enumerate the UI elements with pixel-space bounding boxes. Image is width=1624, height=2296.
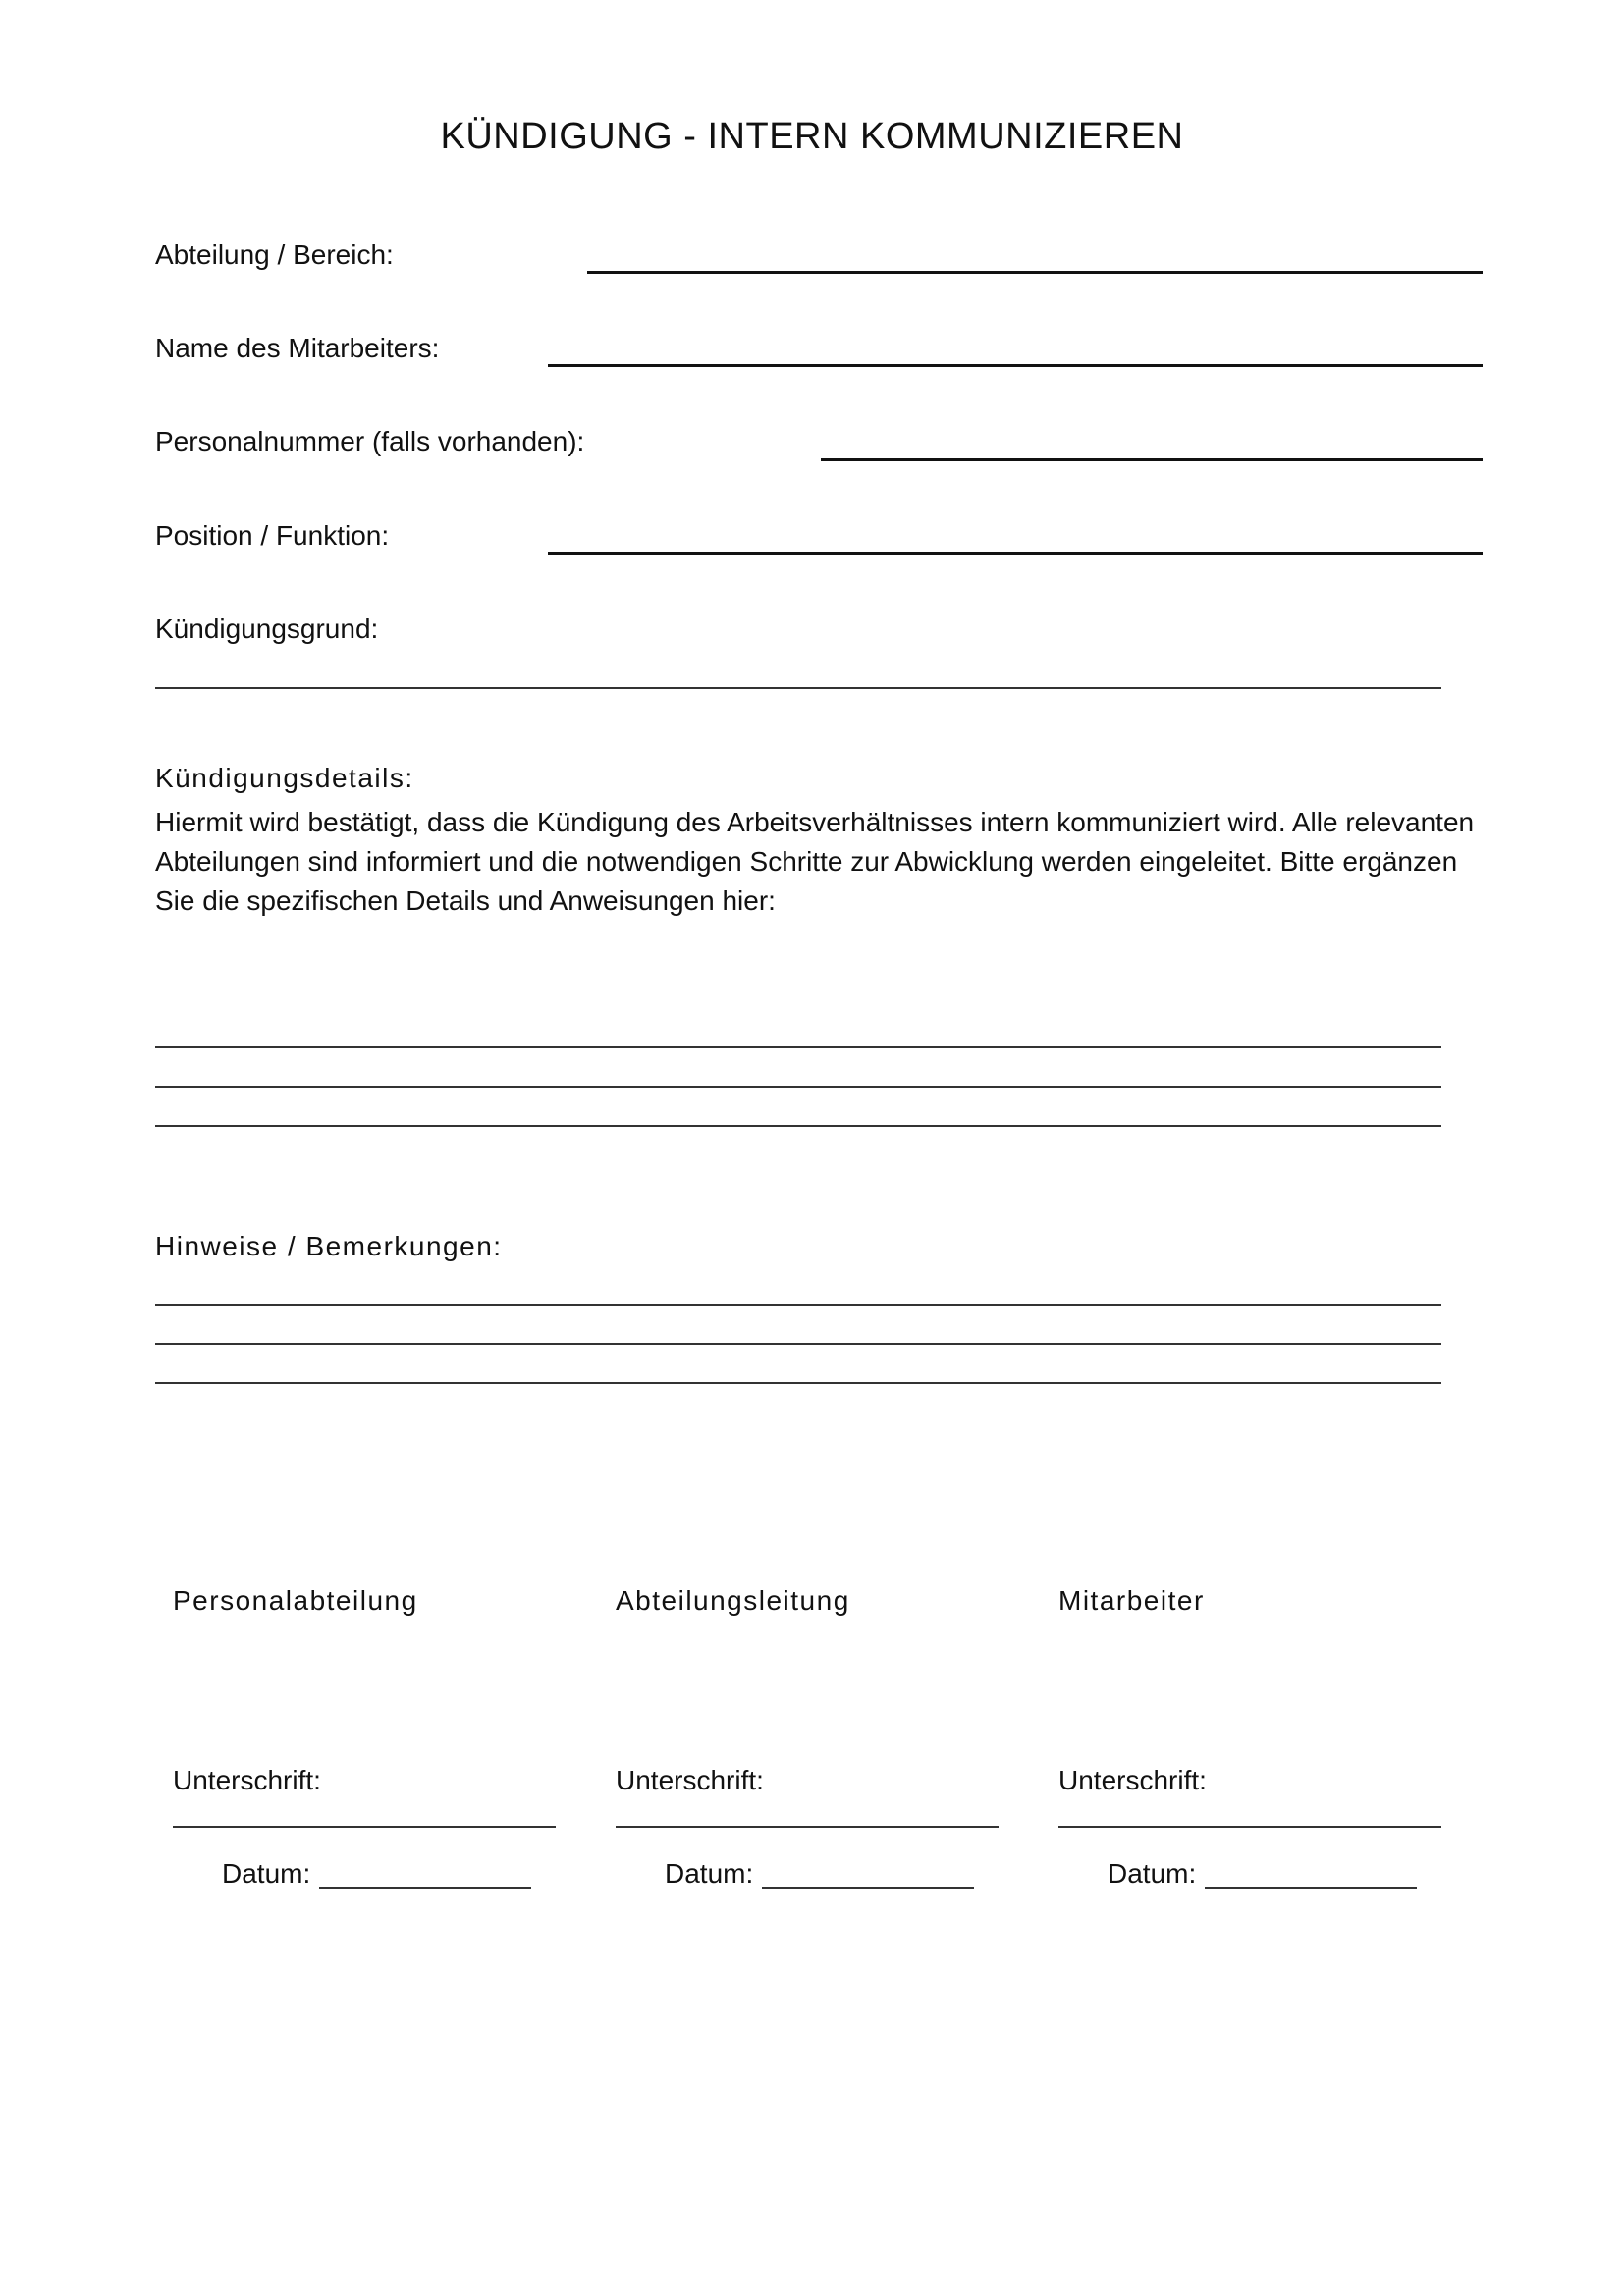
reason-field-line[interactable] (155, 687, 1441, 689)
signature-line[interactable] (1058, 1826, 1441, 1828)
date-label: Datum: (222, 1858, 311, 1889)
notes-field-line-3[interactable] (155, 1382, 1441, 1384)
date-line[interactable] (762, 1887, 974, 1889)
signature-label: Unterschrift: (1058, 1765, 1207, 1795)
notes-field-line-2[interactable] (155, 1343, 1441, 1345)
position-label: Position / Funktion: (155, 520, 390, 551)
signature-line[interactable] (616, 1826, 999, 1828)
details-field-line-1[interactable] (155, 1046, 1441, 1048)
employee-name-field-line[interactable] (548, 364, 1483, 367)
date-label: Datum: (665, 1858, 754, 1889)
signature-role: Personalabteilung (173, 1585, 418, 1616)
date-label: Datum: (1108, 1858, 1197, 1889)
date-line[interactable] (319, 1887, 531, 1889)
personnel-number-label: Personalnummer (falls vorhanden): (155, 426, 585, 456)
position-field-line[interactable] (548, 552, 1483, 555)
signature-label: Unterschrift: (616, 1765, 764, 1795)
signature-role: Abteilungsleitung (616, 1585, 850, 1616)
details-field-line-2[interactable] (155, 1086, 1441, 1088)
details-label: Kündigungsdetails: (155, 763, 414, 793)
page-title: KÜNDIGUNG - INTERN KOMMUNIZIEREN (440, 116, 1184, 157)
notes-label: Hinweise / Bemerkungen: (155, 1231, 503, 1261)
details-paragraph: Hiermit wird bestätigt, dass die Kündigung des Arbeitsverhältnisses intern kommuniziert wird. Alle relevanten Abteilungen sind informiert und die notwendigen Schritte zur Abwicklung werden eingeleitet. Bitte ergänzen Sie die spezifischen Details und Anweisungen hier: (155, 807, 1475, 916)
details-field-line-3[interactable] (155, 1125, 1441, 1127)
department-label: Abteilung / Bereich: (155, 240, 394, 270)
reason-label: Kündigungsgrund: (155, 614, 379, 644)
department-field-line[interactable] (587, 271, 1483, 274)
personnel-number-field-line[interactable] (821, 458, 1483, 461)
signature-role: Mitarbeiter (1058, 1585, 1205, 1616)
notes-field-line-1[interactable] (155, 1304, 1441, 1306)
date-line[interactable] (1205, 1887, 1417, 1889)
signature-label: Unterschrift: (173, 1765, 321, 1795)
employee-name-label: Name des Mitarbeiters: (155, 333, 440, 363)
signature-line[interactable] (173, 1826, 556, 1828)
